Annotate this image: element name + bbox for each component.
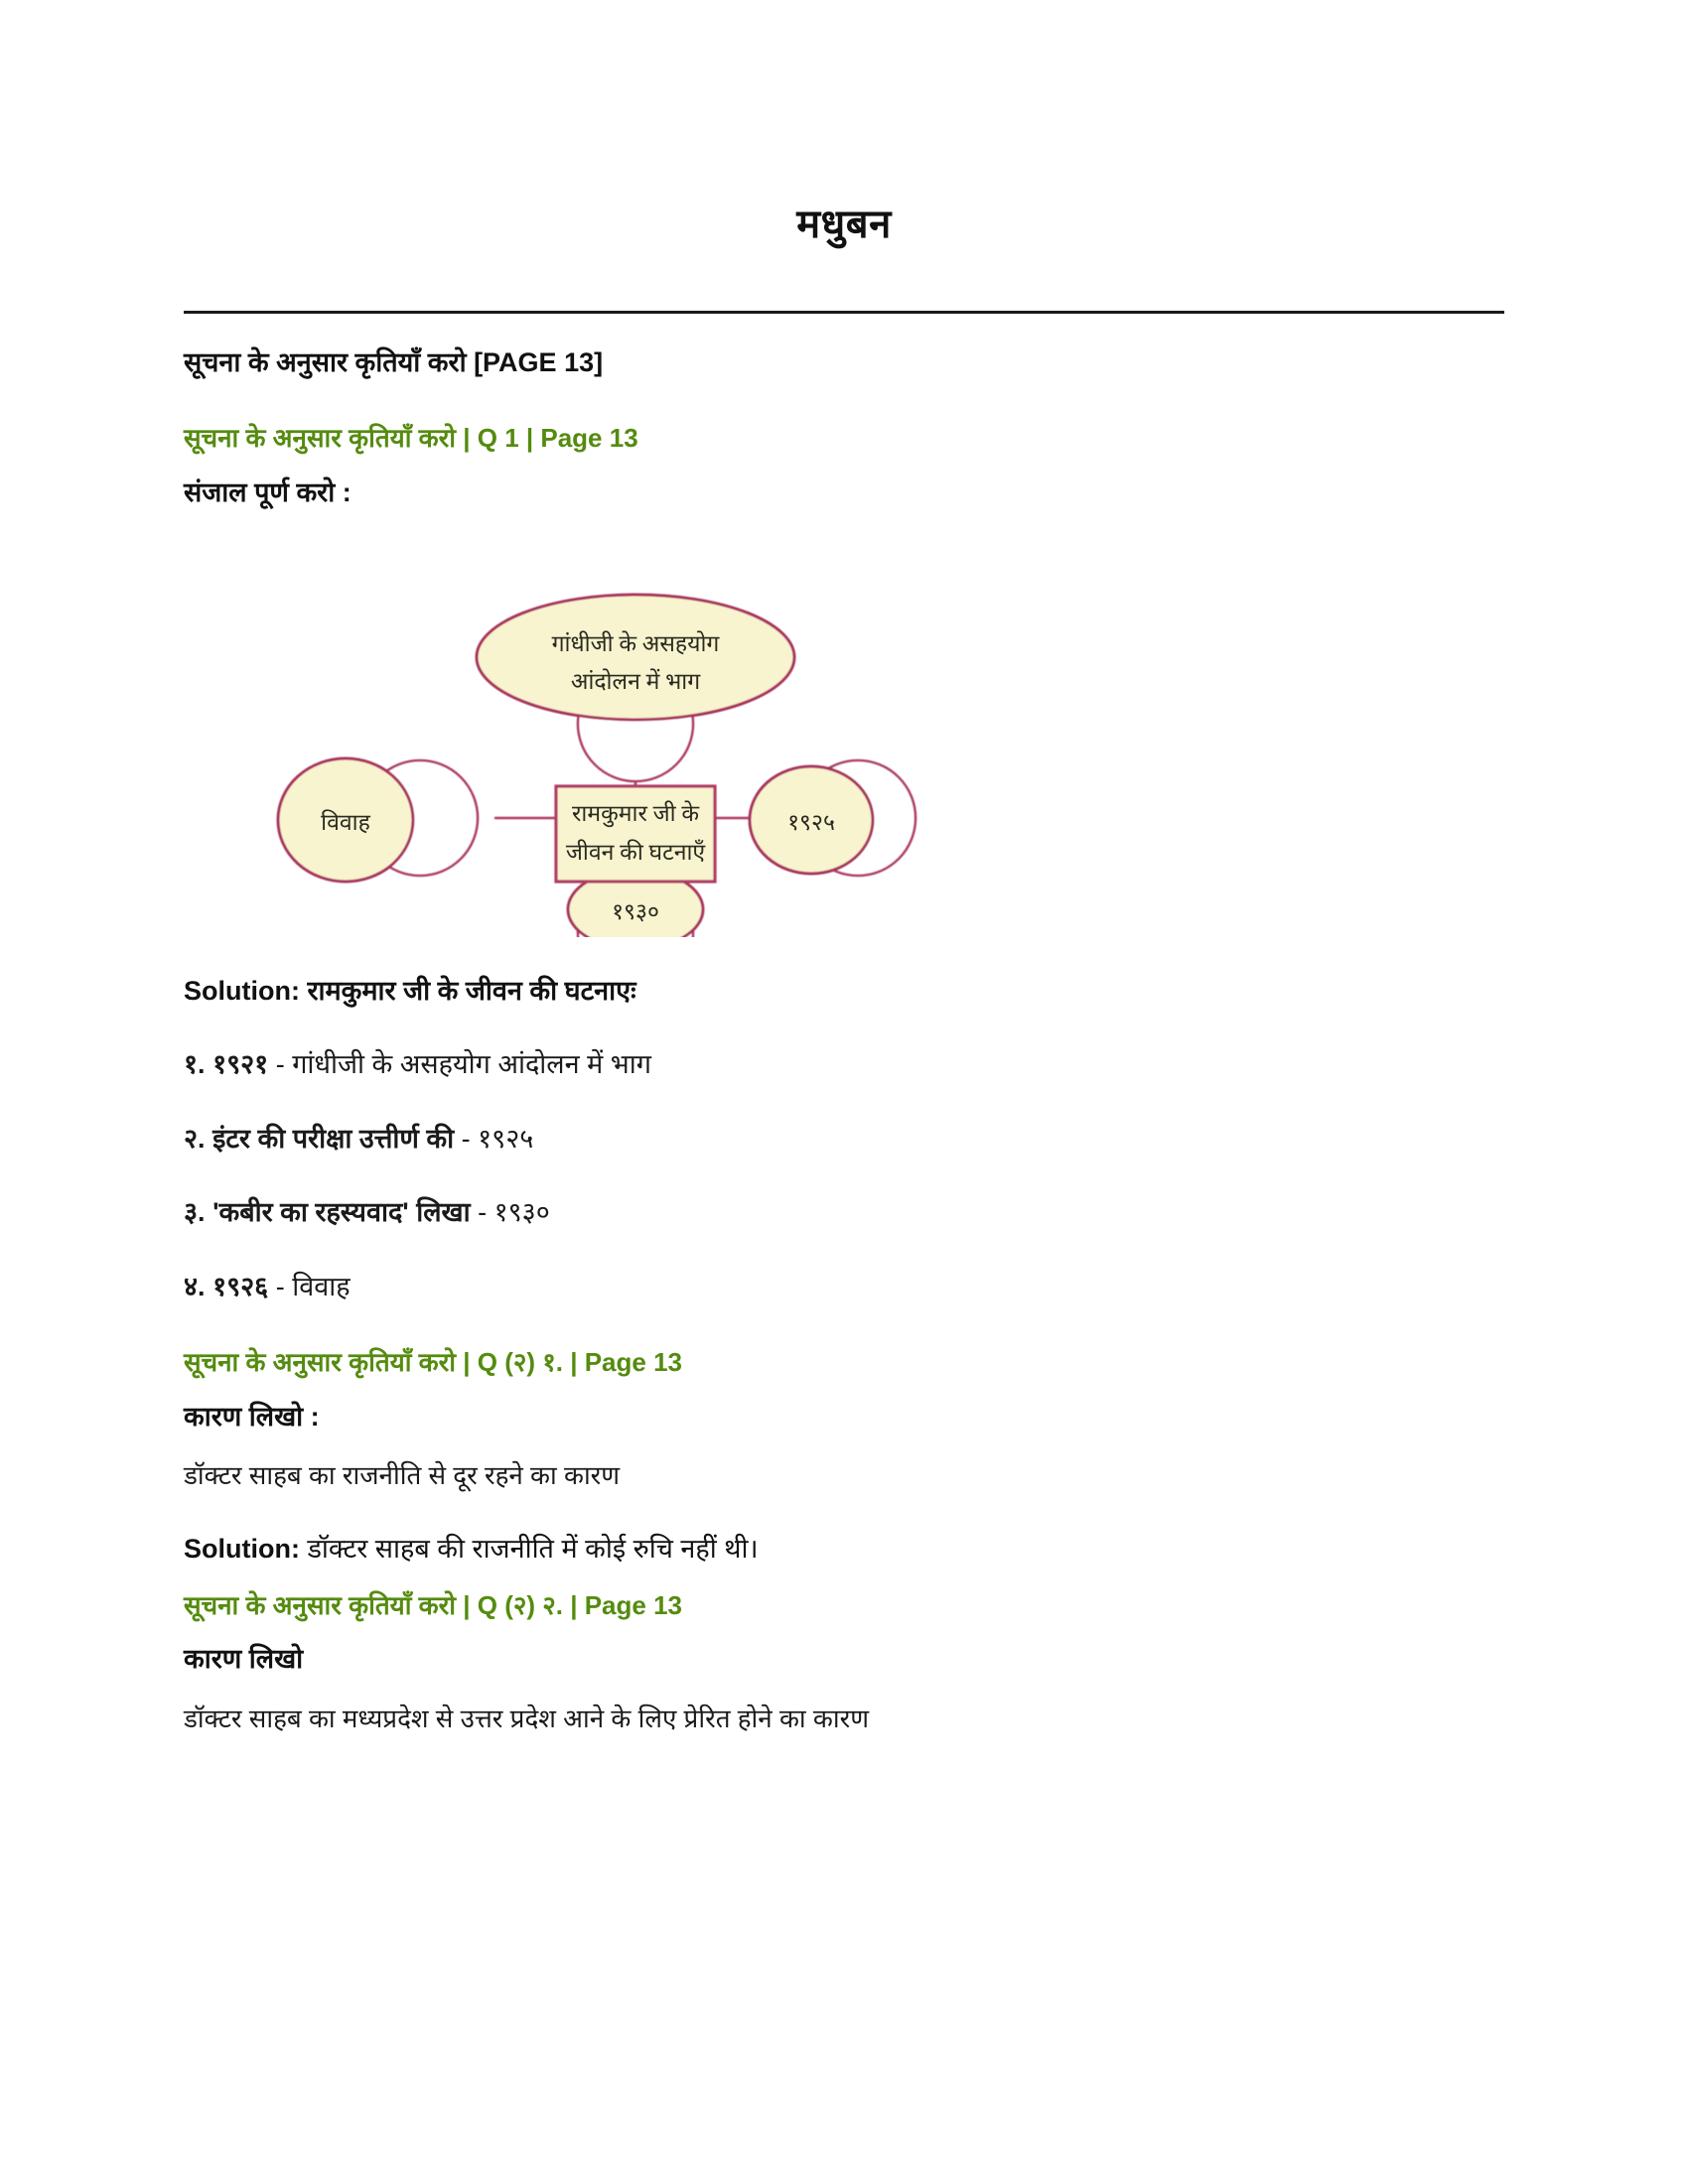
list-item-value: गांधीजी के असहयोग आंदोलन में भाग (292, 1049, 651, 1080)
solution-text-1: रामकुमार जी के जीवन की घटनाएः (307, 975, 636, 1006)
question-prompt-1: संजाल पूर्ण करो : (184, 477, 352, 507)
list-item-number: ४. (184, 1271, 206, 1301)
list-item-key: इंटर की परीक्षा उत्तीर्ण की (212, 1123, 455, 1154)
list-item-separator: - (470, 1197, 494, 1228)
question-prompt-2: कारण लिखो : (184, 1402, 320, 1433)
section-heading: सूचना के अनुसार कृतियाँ करो [PAGE 13] (184, 347, 604, 377)
diagram-svg (238, 540, 1033, 937)
list-item-key: 'कबीर का रहस्यवाद' लिखा (212, 1197, 471, 1228)
node-right-label: १९२५ (787, 809, 835, 835)
list-item-separator: - (268, 1049, 293, 1080)
list-item-number: ३. (184, 1197, 206, 1228)
node-center-label-line1: रामकुमार जी के (571, 800, 700, 826)
node-left-label: विवाह (321, 809, 370, 835)
list-item (184, 1192, 1504, 1233)
list-item (184, 1119, 1504, 1160)
solution-text-2: डॉक्टर साहब की राजनीति में कोई रुचि नहीं थी। (307, 1534, 759, 1565)
question-body-2: डॉक्टर साहब का राजनीति से दूर रहने का कारण (184, 1460, 621, 1491)
node-top-label-line2: आंदोलन में भाग (570, 668, 701, 694)
solution-label-1: Solution: (184, 975, 300, 1006)
document-content (0, 343, 1688, 1738)
list-item-key: १९२१ (212, 1049, 269, 1080)
question-heading-2[interactable]: सूचना के अनुसार कृतियाँ करो | Q (२) १. | Page 13 (184, 1347, 683, 1378)
title-divider (184, 311, 1504, 314)
question-prompt-3: कारण लिखो (184, 1644, 304, 1675)
list-item (184, 1267, 1504, 1307)
list-item (184, 1044, 1504, 1085)
list-item-number: १. (184, 1049, 206, 1080)
list-item-value: विवाह (292, 1271, 351, 1301)
solution-list-1 (184, 1044, 1504, 1306)
list-item-value: १९२५ (478, 1123, 534, 1154)
list-item-separator: - (454, 1123, 479, 1154)
concept-map-diagram (238, 540, 1033, 937)
question-body-3: डॉक्टर साहब का मध्यप्रदेश से उत्तर प्रदेश आने के लिए प्रेरित होने का कारण (184, 1703, 870, 1733)
question-heading-1[interactable]: सूचना के अनुसार कृतियाँ करो | Q 1 | Page 13 (184, 423, 638, 454)
node-top-label-line1: गांधीजी के असहयोग (551, 630, 720, 656)
list-item-number: २. (184, 1123, 206, 1154)
solution-line-2 (184, 1529, 1504, 1570)
node-center-label-line2: जीवन की घटनाएँ (565, 839, 706, 865)
question-heading-3[interactable]: सूचना के अनुसार कृतियाँ करो | Q (२) २. | Page 13 (184, 1589, 683, 1620)
list-item-value: १९३० (493, 1197, 550, 1228)
node-bottom-label: १९३० (612, 898, 659, 924)
solution-label-2: Solution: (184, 1534, 300, 1565)
node-top-shape (477, 595, 794, 720)
list-item-separator: - (268, 1271, 293, 1301)
page-title: मधुबन (796, 203, 892, 246)
solution-line-1 (184, 971, 1504, 1012)
list-item-key: १९२६ (212, 1271, 269, 1301)
